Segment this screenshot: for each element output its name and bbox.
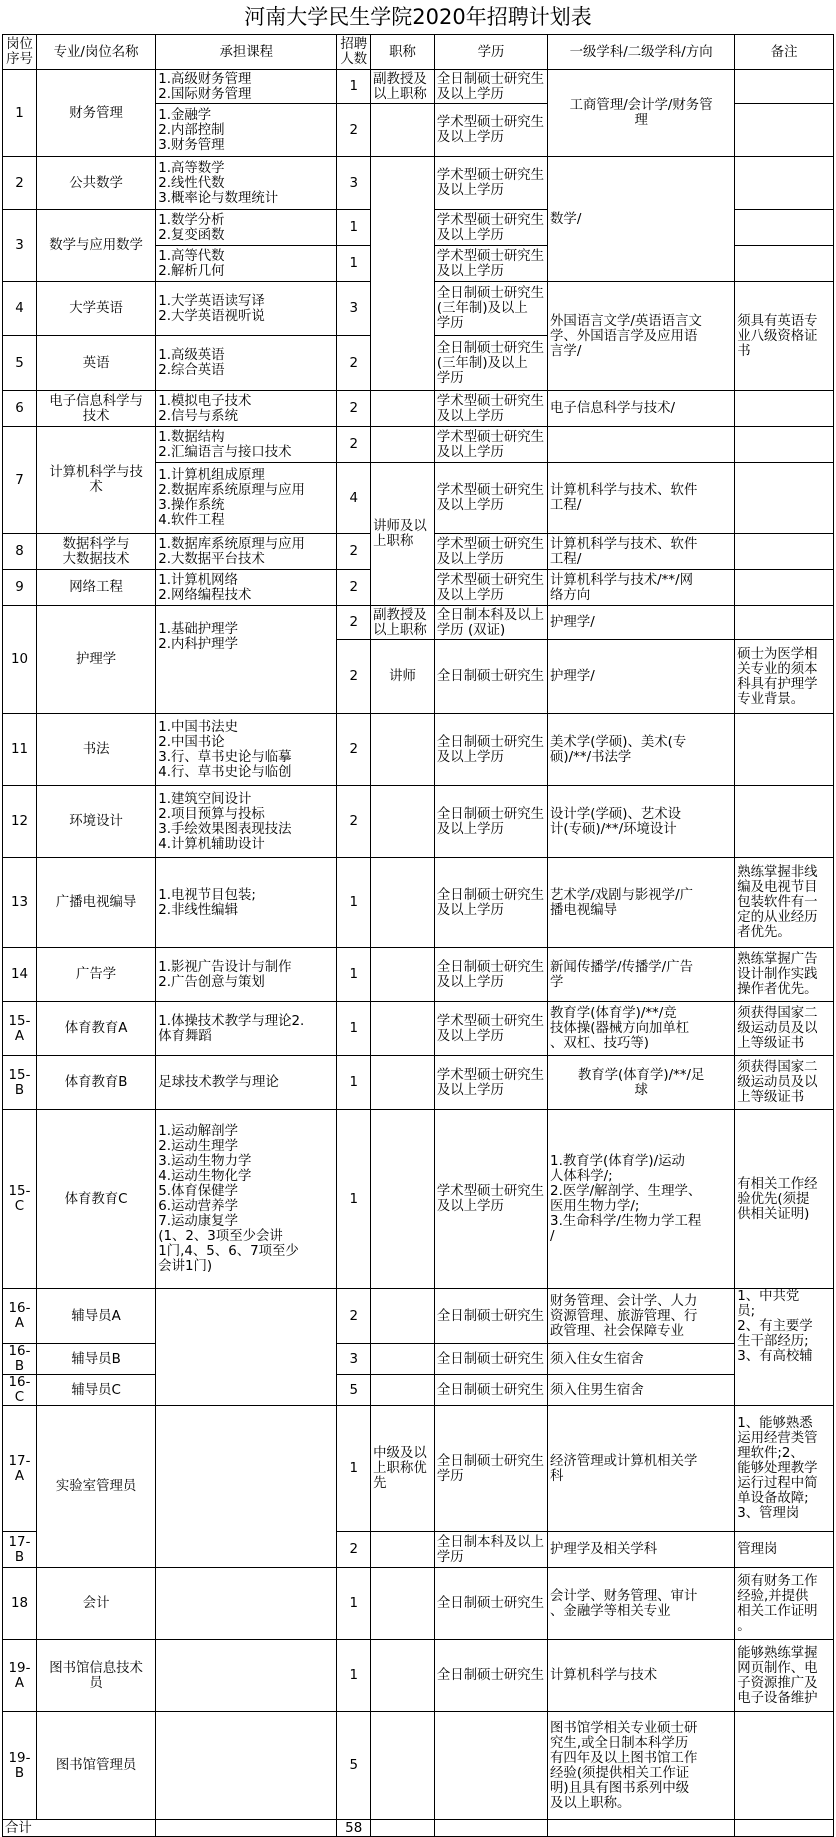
cell-course: 1.数学分析 2.复变函数	[156, 210, 337, 246]
cell-name: 广告学	[36, 948, 155, 1002]
cell-course	[156, 1568, 337, 1640]
recruitment-plan-table	[2, 34, 834, 1837]
cell-subject: 计算机科学与技术、软件 工程/	[548, 534, 735, 570]
cell-note: 熟练掌握广告 设计制作实践 操作者优先。	[735, 948, 834, 1002]
cell-title	[371, 427, 435, 463]
cell-subject: 图书馆学相关专业硕士研 究生,或全日制本科学历 有四年及以上图书馆工作 经验(须提供相关工作证 明)且具有图书系列中级 及以上职称。	[548, 1712, 735, 1820]
table-row	[3, 1568, 834, 1640]
table-header-row	[3, 35, 834, 70]
cell-name: 辅导员A	[36, 1289, 155, 1344]
table-row	[3, 391, 834, 427]
cell-edu: 学术型硕士研究生 及以上学历	[434, 1110, 547, 1289]
cell-note: 1、能够熟悉 运用经营类管 理软件;2、 能够处理教学 运行过程中简 单设备故障; 3、管理岗	[735, 1406, 834, 1532]
cell-num: 1	[337, 858, 371, 948]
cell-num: 2	[337, 427, 371, 463]
cell-title	[371, 858, 435, 948]
cell-no: 15-C	[3, 1110, 37, 1289]
cell-num: 1	[337, 948, 371, 1002]
table-row	[3, 1056, 834, 1110]
cell-no: 10	[3, 606, 37, 714]
cell-title	[371, 1568, 435, 1640]
cell-edu: 学术型硕士研究生 及以上学历	[434, 104, 547, 157]
cell-num: 1	[337, 1406, 371, 1532]
cell-note	[735, 246, 834, 282]
cell-note	[735, 210, 834, 246]
table-row	[3, 1712, 834, 1820]
cell-title	[371, 104, 435, 157]
cell-subject: 护理学及相关学科	[548, 1532, 735, 1568]
cell-edu: 全日制硕士研究生 (三年制)及以上 学历	[434, 282, 547, 336]
header-cell-note: 备注	[735, 35, 834, 70]
cell-name: 护理学	[36, 606, 155, 714]
table-row	[3, 948, 834, 1002]
cell-course: 1.计算机网络 2.网络编程技术	[156, 570, 337, 606]
cell-course	[156, 1640, 337, 1712]
cell-name: 英语	[36, 336, 155, 391]
cell-name: 公共数学	[36, 157, 155, 210]
cell-note: 须具有英语专 业八级资格证 书	[735, 282, 834, 391]
cell-note	[735, 786, 834, 858]
table-row	[3, 1344, 834, 1375]
cell-edu: 全日制硕士研究生	[434, 1344, 547, 1375]
cell-no: 17-A	[3, 1406, 37, 1532]
cell-edu: 全日制硕士研究生 及以上学历	[434, 858, 547, 948]
cell-course: 1.高级财务管理 2.国际财务管理	[156, 70, 337, 104]
cell-no: 19-A	[3, 1640, 37, 1712]
cell-name: 电子信息科学与 技术	[36, 391, 155, 427]
cell-no: 16-C	[3, 1375, 37, 1406]
cell-num: 2	[337, 1289, 371, 1344]
table-row	[3, 70, 834, 104]
cell-edu: 学术型硕士研究生 及以上学历	[434, 570, 547, 606]
cell-name: 书法	[36, 714, 155, 786]
cell-course: 1.电视节目包装; 2.非线性编辑	[156, 858, 337, 948]
cell-title	[371, 1375, 435, 1406]
cell-edu: 全日制硕士研究生 及以上学历	[434, 948, 547, 1002]
cell-name: 辅导员B	[36, 1344, 155, 1375]
table-row	[3, 1002, 834, 1056]
cell-note	[735, 463, 834, 534]
cell-edu: 学术型硕士研究生 及以上学历	[434, 1056, 547, 1110]
cell-subject	[548, 1820, 735, 1837]
cell-name: 财务管理	[36, 70, 155, 157]
cell-note: 须获得国家二 级运动员及以 上等级证书	[735, 1002, 834, 1056]
cell-edu	[434, 1712, 547, 1820]
cell-name: 数据科学与 大数据技术	[36, 534, 155, 570]
cell-edu: 全日制本科及以上 学历	[434, 1532, 547, 1568]
cell-edu: 全日制硕士研究生	[434, 1568, 547, 1640]
cell-num: 1	[337, 1002, 371, 1056]
cell-title: 中级及以 上职称优 先	[371, 1406, 435, 1532]
cell-no: 4	[3, 282, 37, 336]
cell-title: 讲师及以 上职称	[371, 463, 435, 606]
cell-course	[156, 1820, 337, 1837]
table-row	[3, 786, 834, 858]
cell-edu: 学术型硕士研究生 及以上学历	[434, 427, 547, 463]
cell-subject: 计算机科学与技术、软件 工程/	[548, 463, 735, 534]
cell-edu: 全日制硕士研究生 及以上学历	[434, 714, 547, 786]
cell-note	[735, 104, 834, 157]
cell-title	[371, 1056, 435, 1110]
cell-course	[156, 1406, 337, 1568]
cell-subject: 电子信息科学与技术/	[548, 391, 735, 427]
cell-note: 管理岗	[735, 1532, 834, 1568]
cell-num: 1	[337, 246, 371, 282]
cell-subject: 护理学/	[548, 606, 735, 640]
cell-no: 2	[3, 157, 37, 210]
cell-title	[371, 714, 435, 786]
cell-note: 1、中共党 员; 2、有主要学 生干部经历; 3、有高校辅	[735, 1289, 834, 1406]
cell-edu: 学术型硕士研究生 及以上学历	[434, 157, 547, 210]
cell-subject: 教育学(体育学)/**/竞 技体操(器械方向加单杠 、双杠、技巧等)	[548, 1002, 735, 1056]
cell-num: 2	[337, 570, 371, 606]
cell-no: 19-B	[3, 1712, 37, 1820]
cell-course: 1.高等数学 2.线性代数 3.概率论与数理统计	[156, 157, 337, 210]
table-row	[3, 714, 834, 786]
cell-num: 3	[337, 157, 371, 210]
cell-name: 体育教育B	[36, 1056, 155, 1110]
cell-num: 1	[337, 1056, 371, 1110]
cell-title	[371, 1110, 435, 1289]
cell-no: 11	[3, 714, 37, 786]
cell-title	[371, 1002, 435, 1056]
cell-subject: 须入住女生宿舍	[548, 1344, 735, 1375]
cell-num: 2	[337, 534, 371, 570]
cell-name: 实验室管理员	[36, 1406, 155, 1568]
cell-edu: 学术型硕士研究生 及以上学历	[434, 1002, 547, 1056]
cell-note: 须获得国家二 级运动员及以 上等级证书	[735, 1056, 834, 1110]
table-row	[3, 606, 834, 640]
cell-title	[371, 1344, 435, 1375]
cell-name: 图书馆管理员	[36, 1712, 155, 1820]
cell-note	[735, 157, 834, 210]
cell-edu: 学术型硕士研究生 及以上学历	[434, 463, 547, 534]
cell-no: 16-B	[3, 1344, 37, 1375]
cell-num: 3	[337, 1344, 371, 1375]
table-row	[3, 1406, 834, 1532]
table-row	[3, 1640, 834, 1712]
header-cell-title: 职称	[371, 35, 435, 70]
cell-note: 须有财务工作 经验,并提供 相关工作证明 。	[735, 1568, 834, 1640]
cell-no: 3	[3, 210, 37, 282]
cell-name: 广播电视编导	[36, 858, 155, 948]
cell-name: 计算机科学与技 术	[36, 427, 155, 534]
cell-edu: 全日制硕士研究生 及以上学历	[434, 70, 547, 104]
table-row	[3, 1289, 834, 1344]
cell-name: 图书馆信息技术 员	[36, 1640, 155, 1712]
cell-num: 2	[337, 104, 371, 157]
cell-course: 1.体操技术教学与理论2. 体育舞蹈	[156, 1002, 337, 1056]
cell-course: 1.模拟电子技术 2.信号与系统	[156, 391, 337, 427]
cell-num: 1	[337, 1640, 371, 1712]
cell-subject: 设计学(学硕)、艺术设 计(专硕)/**/环境设计	[548, 786, 735, 858]
cell-edu: 全日制硕士研究生	[434, 1640, 547, 1712]
cell-subject: 财务管理、会计学、人力 资源管理、旅游管理、行 政管理、社会保障专业	[548, 1289, 735, 1344]
cell-num: 2	[337, 640, 371, 714]
cell-subject: 计算机科学与技术	[548, 1640, 735, 1712]
cell-edu: 全日制硕士研究生 学历	[434, 1406, 547, 1532]
cell-course: 1.高等代数 2.解析几何	[156, 246, 337, 282]
cell-num: 2	[337, 336, 371, 391]
cell-num: 2	[337, 391, 371, 427]
cell-note	[735, 534, 834, 570]
cell-no: 5	[3, 336, 37, 391]
cell-course: 1.影视广告设计与制作 2.广告创意与策划	[156, 948, 337, 1002]
cell-course: 1.基础护理学 2.内科护理学	[156, 606, 337, 714]
cell-course: 1.数据库系统原理与应用 2.大数据平台技术	[156, 534, 337, 570]
cell-num: 2	[337, 606, 371, 640]
cell-edu: 学术型硕士研究生 及以上学历	[434, 534, 547, 570]
cell-no: 16-A	[3, 1289, 37, 1344]
cell-title	[371, 1289, 435, 1344]
cell-course: 1.金融学 2.内部控制 3.财务管理	[156, 104, 337, 157]
cell-num: 1	[337, 1110, 371, 1289]
header-cell-edu: 学历	[434, 35, 547, 70]
cell-edu: 学术型硕士研究生 及以上学历	[434, 246, 547, 282]
cell-subject: 数学/	[548, 157, 735, 282]
cell-edu: 学术型硕士研究生 及以上学历	[434, 210, 547, 246]
cell-no: 13	[3, 858, 37, 948]
cell-subject: 美术学(学硕)、美术(专 硕)/**/书法学	[548, 714, 735, 786]
header-cell-name: 专业/岗位名称	[36, 35, 155, 70]
header-cell-course: 承担课程	[156, 35, 337, 70]
cell-name: 网络工程	[36, 570, 155, 606]
cell-title	[371, 1640, 435, 1712]
cell-num: 2	[337, 714, 371, 786]
cell-no: 18	[3, 1568, 37, 1640]
cell-no: 8	[3, 534, 37, 570]
cell-title: 副教授及 以上职称	[371, 606, 435, 640]
cell-name: 体育教育A	[36, 1002, 155, 1056]
cell-name: 体育教育C	[36, 1110, 155, 1289]
cell-edu	[434, 1820, 547, 1837]
total-row	[3, 1820, 834, 1837]
cell-course: 足球技术教学与理论	[156, 1056, 337, 1110]
cell-course: 1.计算机组成原理 2.数据库系统原理与应用 3.操作系统 4.软件工程	[156, 463, 337, 534]
cell-num: 2	[337, 786, 371, 858]
cell-no: 17-B	[3, 1532, 37, 1568]
page-title: 河南大学民生学院2020年招聘计划表	[244, 5, 592, 29]
header-cell-no: 岗位 序号	[3, 35, 37, 70]
cell-name: 环境设计	[36, 786, 155, 858]
cell-no: 6	[3, 391, 37, 427]
cell-title: 副教授及 以上职称	[371, 70, 435, 104]
cell-num: 1	[337, 1568, 371, 1640]
cell-subject: 经济管理或计算机相关学 科	[548, 1406, 735, 1532]
cell-subject: 计算机科学与技术/**/网 络方向	[548, 570, 735, 606]
header-cell-num: 招聘 人数	[337, 35, 371, 70]
cell-note: 熟练掌握非线 编及电视节目 包装软件有一 定的从业经历 者优先。	[735, 858, 834, 948]
cell-no: 15-B	[3, 1056, 37, 1110]
cell-note	[735, 570, 834, 606]
cell-note	[735, 1712, 834, 1820]
cell-edu: 学术型硕士研究生 及以上学历	[434, 391, 547, 427]
cell-subject: 1.教育学(体育学)/运动 人体科学/; 2.医学/解剖学、生理学、 医用生物力学/; 3.生命科学/生物力学工程 /	[548, 1110, 735, 1289]
cell-note	[735, 427, 834, 463]
cell-note	[735, 1820, 834, 1837]
table-row	[3, 157, 834, 210]
cell-name: 大学英语	[36, 282, 155, 336]
total-label: 合计	[3, 1820, 156, 1837]
cell-subject: 护理学/	[548, 640, 735, 714]
cell-course	[156, 1712, 337, 1820]
cell-num: 3	[337, 282, 371, 336]
cell-name: 会计	[36, 1568, 155, 1640]
cell-note: 有相关工作经 验优先(须提 供相关证明)	[735, 1110, 834, 1289]
cell-subject: 新闻传播学/传播学/广告 学	[548, 948, 735, 1002]
cell-num: 5	[337, 1712, 371, 1820]
cell-title	[371, 786, 435, 858]
cell-title	[371, 1820, 435, 1837]
cell-course: 1.建筑空间设计 2.项目预算与投标 3.手绘效果图表现技法 4.计算机辅助设计	[156, 786, 337, 858]
cell-course: 1.运动解剖学 2.运动生理学 3.运动生物力学 4.运动生物化学 5.体育保健学 6.运动营养学 7.运动康复学 (1、2、3项至少会讲 1门,4、5、6、7项至少 会讲1门)	[156, 1110, 337, 1289]
cell-no: 15-A	[3, 1002, 37, 1056]
cell-num: 1	[337, 210, 371, 246]
cell-num: 4	[337, 463, 371, 534]
total-num: 58	[337, 1820, 371, 1837]
table-row	[3, 858, 834, 948]
cell-subject: 艺术学/戏剧与影视学/广 播电视编导	[548, 858, 735, 948]
cell-note	[735, 714, 834, 786]
cell-subject: 工商管理/会计学/财务管 理	[548, 70, 735, 157]
cell-num: 5	[337, 1375, 371, 1406]
cell-note: 硕士为医学相 关专业的须本 科具有护理学 专业背景。	[735, 640, 834, 714]
cell-title	[371, 1532, 435, 1568]
cell-name: 辅导员C	[36, 1375, 155, 1406]
cell-subject	[548, 427, 735, 463]
cell-no: 12	[3, 786, 37, 858]
cell-course: 1.高级英语 2.综合英语	[156, 336, 337, 391]
cell-note: 能够熟练掌握 网页制作、电 子资源推广及 电子设备维护	[735, 1640, 834, 1712]
cell-edu: 全日制硕士研究生 及以上学历	[434, 786, 547, 858]
table-row	[3, 1110, 834, 1289]
cell-no: 14	[3, 948, 37, 1002]
header-cell-subject: 一级学科/二级学科/方向	[548, 35, 735, 70]
cell-edu: 全日制硕士研究生 (三年制)及以上 学历	[434, 336, 547, 391]
cell-subject: 会计学、财务管理、审计 、金融学等相关专业	[548, 1568, 735, 1640]
cell-no: 7	[3, 427, 37, 534]
cell-subject: 须入住男生宿舍	[548, 1375, 735, 1406]
cell-no: 9	[3, 570, 37, 606]
cell-course	[156, 1289, 337, 1406]
cell-note	[735, 606, 834, 640]
cell-title: 讲师	[371, 640, 435, 714]
table-row	[3, 1375, 834, 1406]
cell-name: 数学与应用数学	[36, 210, 155, 282]
cell-title	[371, 948, 435, 1002]
cell-edu: 全日制硕士研究生	[434, 1289, 547, 1344]
cell-note	[735, 70, 834, 104]
cell-edu: 全日制硕士研究生	[434, 1375, 547, 1406]
cell-title	[371, 391, 435, 427]
cell-no: 1	[3, 70, 37, 157]
cell-course: 1.数据结构 2.汇编语言与接口技术	[156, 427, 337, 463]
cell-title	[371, 1712, 435, 1820]
cell-course: 1.中国书法史 2.中国书论 3.行、草书史论与临摹 4.行、草书史论与临创	[156, 714, 337, 786]
cell-title	[371, 157, 435, 391]
cell-edu: 全日制硕士研究生	[434, 640, 547, 714]
cell-num: 2	[337, 1532, 371, 1568]
cell-subject: 教育学(体育学)/**/足 球	[548, 1056, 735, 1110]
table-row	[3, 427, 834, 463]
cell-subject: 外国语言文学/英语语言文 学、外国语言学及应用语 言学/	[548, 282, 735, 391]
cell-edu: 全日制本科及以上 学历 (双证)	[434, 606, 547, 640]
cell-num: 1	[337, 70, 371, 104]
cell-course: 1.大学英语读写译 2.大学英语视听说	[156, 282, 337, 336]
cell-note	[735, 391, 834, 427]
